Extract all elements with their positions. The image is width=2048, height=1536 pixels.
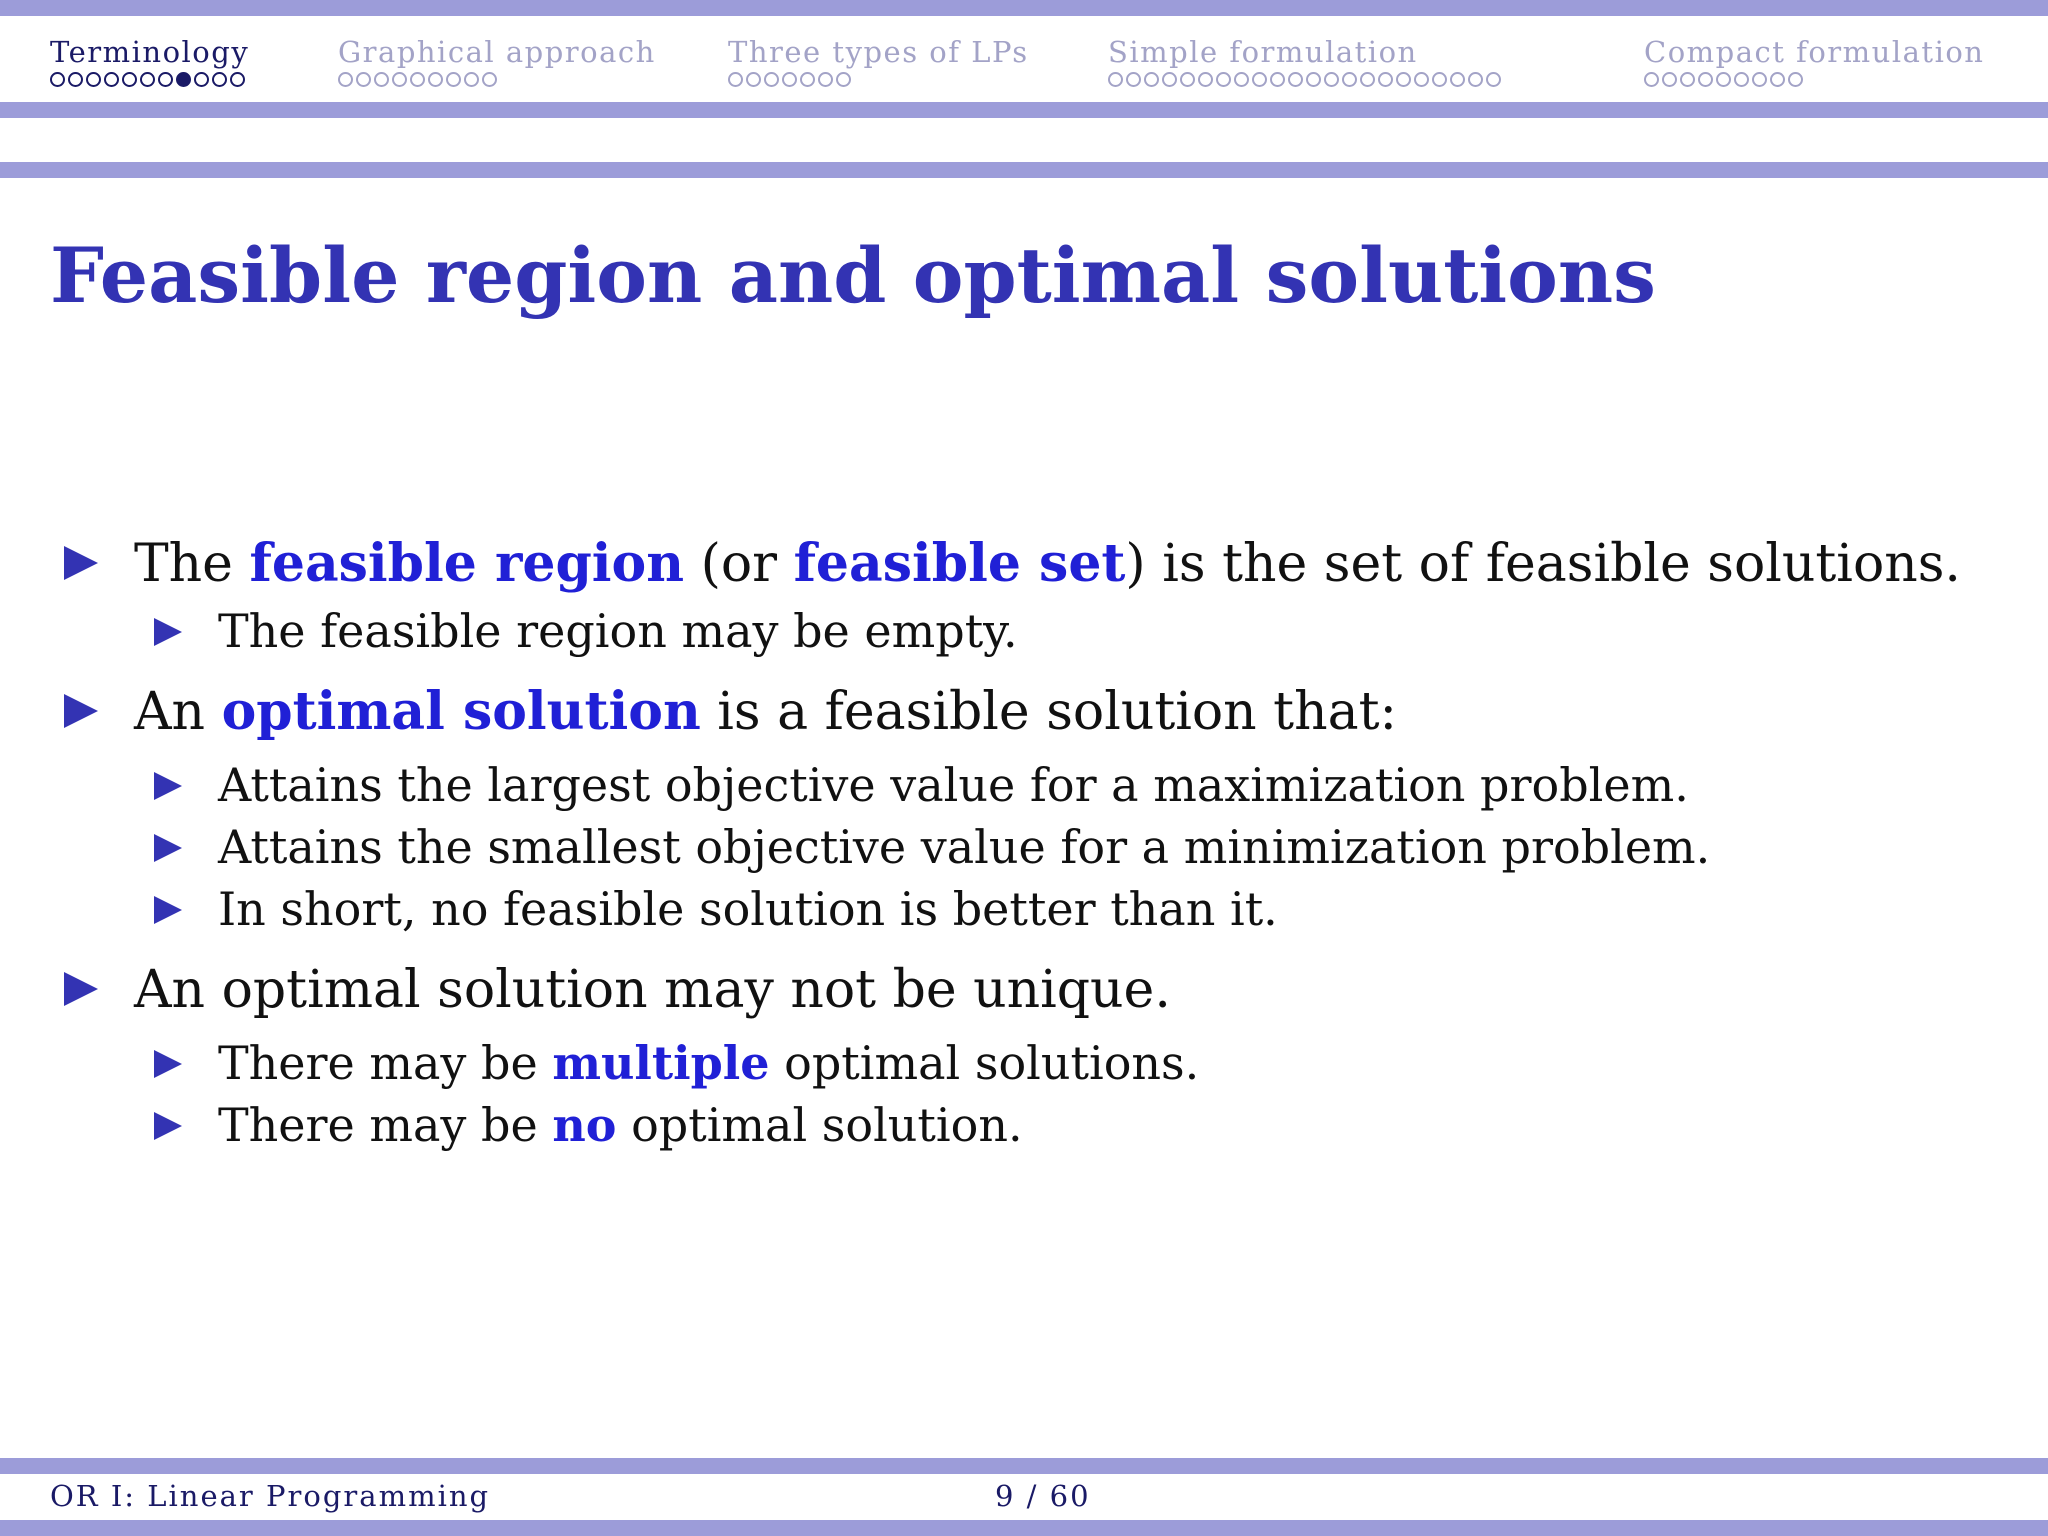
slide-dot[interactable]: [1788, 72, 1803, 87]
slide-dot[interactable]: [230, 72, 245, 87]
nav-section-graphical-approach[interactable]: [338, 34, 656, 87]
sub-bullet-item: [60, 754, 2000, 816]
current-slide-dot[interactable]: [176, 72, 191, 87]
triangle-bullet-icon: [154, 896, 182, 924]
slide-dot[interactable]: [356, 72, 371, 87]
term-highlight: feasible set: [793, 533, 1126, 594]
slide-content: [60, 520, 2000, 1156]
sub-bullet-item: [60, 600, 2000, 662]
slide-dot[interactable]: [1144, 72, 1159, 87]
sub-bullet-item: [60, 1094, 2000, 1156]
slide-dot[interactable]: [1698, 72, 1713, 87]
bullet-text: An: [134, 682, 222, 742]
nav-progress-dots: [728, 72, 1029, 87]
nav-progress-dots: [1644, 72, 1984, 87]
triangle-bullet-icon: [154, 1112, 182, 1140]
nav-section-simple-formulation[interactable]: [1108, 34, 1501, 87]
slide-dot[interactable]: [1252, 72, 1267, 87]
slide-dot[interactable]: [428, 72, 443, 87]
slide-dot[interactable]: [104, 72, 119, 87]
bullet-text: The: [134, 534, 250, 594]
bullet-text: Attains the largest objective value for a maximization problem.: [218, 758, 1689, 812]
triangle-bullet-icon: [154, 772, 182, 800]
slide-dot[interactable]: [392, 72, 407, 87]
term-highlight: optimal solution: [221, 681, 701, 742]
slide-dot[interactable]: [1468, 72, 1483, 87]
slide-dot[interactable]: [194, 72, 209, 87]
title-top-band: [0, 162, 2048, 178]
slide-dot[interactable]: [1360, 72, 1375, 87]
term-highlight: no: [552, 1098, 617, 1152]
slide-dot[interactable]: [410, 72, 425, 87]
header-bottom-band: [0, 102, 2048, 118]
triangle-bullet-icon: [154, 618, 182, 646]
bullet-text: There may be: [218, 1098, 553, 1152]
sub-bullet-item: [60, 878, 2000, 940]
slide-dot[interactable]: [1324, 72, 1339, 87]
nav-section-title[interactable]: Simple formulation: [1108, 35, 1418, 69]
term-highlight: multiple: [552, 1036, 770, 1090]
nav-section-title[interactable]: Terminology: [50, 35, 250, 69]
slide-dot[interactable]: [1234, 72, 1249, 87]
slide-dot[interactable]: [1662, 72, 1677, 87]
bullet-item: [60, 676, 2000, 748]
slide-dot[interactable]: [1716, 72, 1731, 87]
slide-dot[interactable]: [1734, 72, 1749, 87]
slide-dot[interactable]: [800, 72, 815, 87]
bullet-text: There may be: [218, 1036, 553, 1090]
slide-dot[interactable]: [1180, 72, 1195, 87]
slide-dot[interactable]: [1486, 72, 1501, 87]
slide-dot[interactable]: [1288, 72, 1303, 87]
nav-progress-dots: [1108, 72, 1501, 87]
footer-course-title: OR I: Linear Programming: [50, 1479, 491, 1513]
header-top-band: [0, 0, 2048, 16]
slide-dot[interactable]: [1216, 72, 1231, 87]
slide-dot[interactable]: [374, 72, 389, 87]
footer-bottom-band: [0, 1520, 2048, 1536]
slide-dot[interactable]: [818, 72, 833, 87]
bullet-text: In short, no feasible solution is better than it.: [218, 882, 1278, 936]
bullet-text: The feasible region may be empty.: [218, 604, 1018, 658]
slide-dot[interactable]: [86, 72, 101, 87]
slide-dot[interactable]: [764, 72, 779, 87]
slide-dot[interactable]: [728, 72, 743, 87]
bullet-text: (or: [684, 534, 794, 594]
slide-dot[interactable]: [68, 72, 83, 87]
term-highlight: feasible region: [249, 533, 685, 594]
triangle-bullet-icon: [154, 834, 182, 862]
slide-dot[interactable]: [1342, 72, 1357, 87]
footer-top-band: [0, 1458, 2048, 1474]
slide-dot[interactable]: [464, 72, 479, 87]
nav-section-title[interactable]: Three types of LPs: [728, 35, 1029, 69]
bullet-text: is a feasible solution that:: [700, 682, 1397, 742]
triangle-bullet-icon: [64, 972, 98, 1006]
slide-dot[interactable]: [50, 72, 65, 87]
nav-section-compact-formulation[interactable]: [1644, 34, 1984, 87]
nav-section-terminology[interactable]: [50, 34, 249, 87]
slide-dot[interactable]: [1770, 72, 1785, 87]
slide-dot[interactable]: [1162, 72, 1177, 87]
bullet-text: Attains the smallest objective value for a minimization problem.: [218, 820, 1711, 874]
bullet-text: An optimal solution may not be unique.: [134, 960, 1171, 1020]
nav-section-title[interactable]: Graphical approach: [338, 35, 656, 69]
nav-section-title[interactable]: Compact formulation: [1644, 35, 1985, 69]
bullet-text: ) is the set of feasible solutions.: [1125, 534, 1961, 594]
slide-dot[interactable]: [1680, 72, 1695, 87]
nav-progress-dots: [338, 72, 656, 87]
slide-dot[interactable]: [122, 72, 137, 87]
slide-dot[interactable]: [338, 72, 353, 87]
slide-dot[interactable]: [1108, 72, 1123, 87]
slide-dot[interactable]: [1752, 72, 1767, 87]
slide-dot[interactable]: [1306, 72, 1321, 87]
bullet-item: [60, 528, 2000, 600]
triangle-bullet-icon: [64, 546, 98, 580]
slide-dot[interactable]: [158, 72, 173, 87]
slide-dot[interactable]: [746, 72, 761, 87]
triangle-bullet-icon: [154, 1050, 182, 1078]
sub-bullet-item: [60, 1032, 2000, 1094]
bullet-text: optimal solution.: [616, 1098, 1023, 1152]
footer-page-number: 9 / 60: [995, 1479, 1091, 1513]
slide-dot[interactable]: [1414, 72, 1429, 87]
slide-dot[interactable]: [1378, 72, 1393, 87]
slide-dot[interactable]: [1396, 72, 1411, 87]
slide-dot[interactable]: [1432, 72, 1447, 87]
slide-dot[interactable]: [1644, 72, 1659, 87]
slide-dot[interactable]: [1450, 72, 1465, 87]
slide-dot[interactable]: [782, 72, 797, 87]
slide-title: Feasible region and optimal solutions: [50, 231, 1656, 320]
bullet-text: optimal solutions.: [769, 1036, 1200, 1090]
slide-dot[interactable]: [836, 72, 851, 87]
slide-dot[interactable]: [1270, 72, 1285, 87]
slide-dot[interactable]: [1126, 72, 1141, 87]
triangle-bullet-icon: [64, 694, 98, 728]
bullet-item: [60, 954, 2000, 1026]
slide-dot[interactable]: [446, 72, 461, 87]
nav-progress-dots: [50, 72, 249, 87]
sub-bullet-item: [60, 816, 2000, 878]
slide-dot[interactable]: [482, 72, 497, 87]
slide-dot[interactable]: [1198, 72, 1213, 87]
slide-dot[interactable]: [140, 72, 155, 87]
slide-dot[interactable]: [212, 72, 227, 87]
nav-section-three-types-of-lps[interactable]: [728, 34, 1029, 87]
